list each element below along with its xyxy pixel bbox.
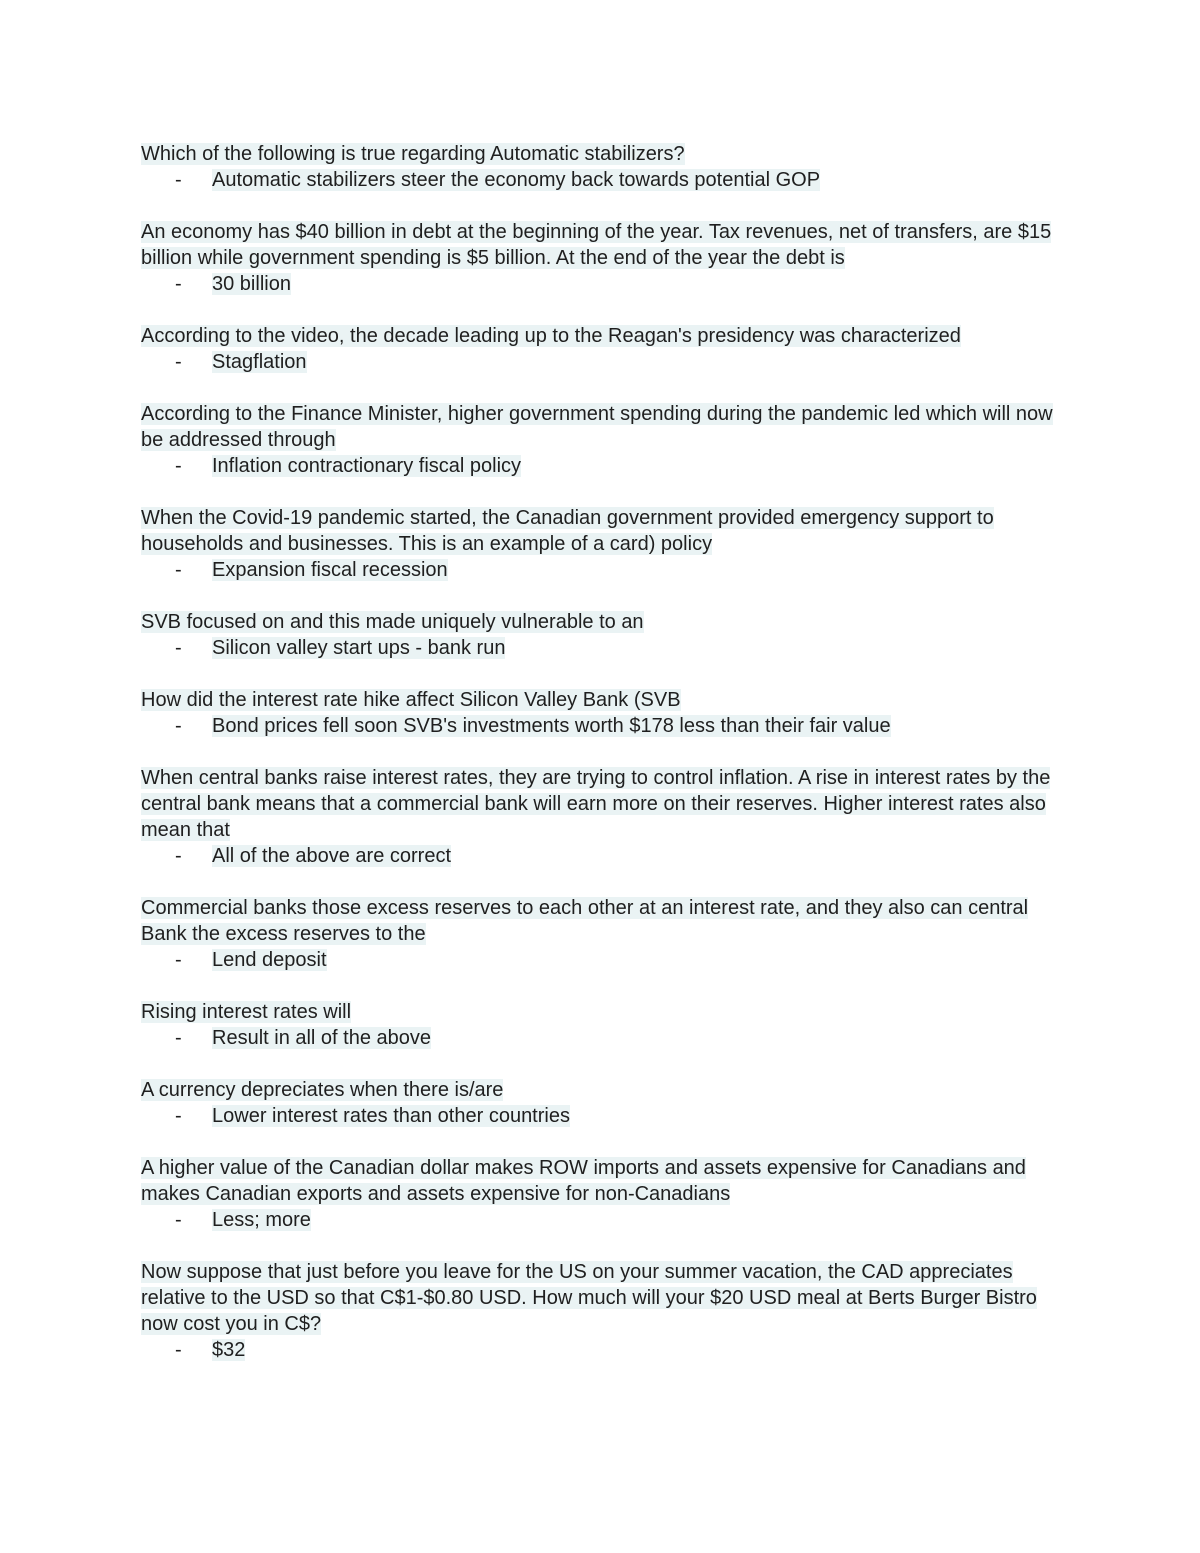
answer-line (141, 1103, 1071, 1129)
qa-item-10 (141, 999, 1071, 1051)
question-text: A currency depreciates when there is/are (141, 1079, 504, 1101)
answer-text: Lower interest rates than other countries (212, 1105, 570, 1127)
question-text: A higher value of the Canadian dollar makes ROW imports and assets expensive for Canadians and makes Canadian exports and assets expensive for non-Canadians (141, 1157, 1026, 1205)
answer-text: Automatic stabilizers steer the economy back towards potential GOP (212, 169, 821, 191)
answer-line (141, 557, 1071, 583)
qa-item-3 (141, 323, 1071, 375)
answer-text: $32 (212, 1339, 246, 1361)
answer-line (141, 947, 1071, 973)
answer-line (141, 1337, 1071, 1363)
question-text: How did the interest rate hike affect Silicon Valley Bank (SVB (141, 689, 681, 711)
qa-item-13 (141, 1259, 1071, 1363)
answer-text: 30 billion (212, 273, 291, 295)
bullet-dash: - (175, 715, 182, 737)
answer-text: Lend deposit (212, 949, 327, 971)
question-text: SVB focused on and this made uniquely vulnerable to an (141, 611, 644, 633)
answer-line (141, 167, 1071, 193)
qa-item-8 (141, 765, 1071, 869)
answer-line (141, 1025, 1071, 1051)
qa-item-2 (141, 219, 1071, 297)
answer-text: Bond prices fell soon SVB's investments worth $178 less than their fair value (212, 715, 891, 737)
qa-item-12 (141, 1155, 1071, 1233)
question-text: When central banks raise interest rates, they are trying to control inflation. A rise in interest rates by the central bank means that a commercial bank will earn more on their reserves. Higher interest rates also mean that (141, 767, 1051, 841)
question-text: Rising interest rates will (141, 1001, 352, 1023)
bullet-dash: - (175, 949, 182, 971)
bullet-dash: - (175, 1105, 182, 1127)
document-page (141, 141, 1071, 1363)
answer-text: Expansion fiscal recession (212, 559, 448, 581)
answer-line (141, 349, 1071, 375)
qa-item-1 (141, 141, 1071, 193)
answer-line (141, 271, 1071, 297)
answer-text: All of the above are correct (212, 845, 452, 867)
question-text: Which of the following is true regarding Automatic stabilizers? (141, 143, 685, 165)
answer-text: Less; more (212, 1209, 311, 1231)
bullet-dash: - (175, 1027, 182, 1049)
qa-item-4 (141, 401, 1071, 479)
question-text: Commercial banks those excess reserves to each other at an interest rate, and they also can central Bank the excess reserves to the (141, 897, 1029, 945)
qa-item-9 (141, 895, 1071, 973)
bullet-dash: - (175, 845, 182, 867)
answer-line (141, 843, 1071, 869)
qa-item-6 (141, 609, 1071, 661)
qa-item-7 (141, 687, 1071, 739)
bullet-dash: - (175, 1339, 182, 1361)
question-text: When the Covid-19 pandemic started, the Canadian government provided emergency support to households and businesses. This is an example of a card) policy (141, 507, 994, 555)
answer-line (141, 635, 1071, 661)
bullet-dash: - (175, 637, 182, 659)
bullet-dash: - (175, 351, 182, 373)
answer-line (141, 1207, 1071, 1233)
answer-text: Silicon valley start ups - bank run (212, 637, 506, 659)
answer-line (141, 713, 1071, 739)
bullet-dash: - (175, 559, 182, 581)
answer-line (141, 453, 1071, 479)
bullet-dash: - (175, 169, 182, 191)
answer-text: Result in all of the above (212, 1027, 432, 1049)
question-text: Now suppose that just before you leave for the US on your summer vacation, the CAD appreciates relative to the USD so that C$1-$0.80 USD. How much will your $20 USD meal at Berts Burger Bistro now cost you in C$? (141, 1261, 1037, 1335)
bullet-dash: - (175, 273, 182, 295)
bullet-dash: - (175, 455, 182, 477)
bullet-dash: - (175, 1209, 182, 1231)
answer-text: Inflation contractionary fiscal policy (212, 455, 522, 477)
question-text: According to the video, the decade leading up to the Reagan's presidency was characterized (141, 325, 961, 347)
question-text: An economy has $40 billion in debt at the beginning of the year. Tax revenues, net of transfers, are $15 billion while government spending is $5 billion. At the end of the year the debt is (141, 221, 1052, 269)
qa-item-11 (141, 1077, 1071, 1129)
question-text: According to the Finance Minister, higher government spending during the pandemic led which will now be addressed through (141, 403, 1053, 451)
qa-item-5 (141, 505, 1071, 583)
answer-text: Stagflation (212, 351, 307, 373)
